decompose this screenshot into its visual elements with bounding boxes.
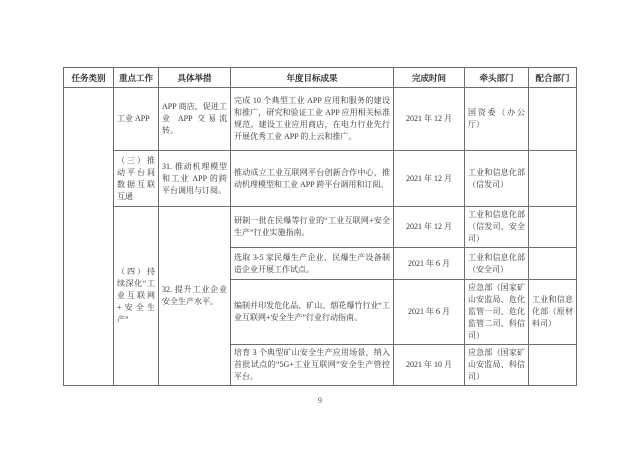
cell-annual-target: 研制一批在民爆等行业的“工业互联网+安全生产”行业实施指南。 — [231, 207, 394, 248]
cell-lead-department: 应急部（国家矿山安监局、科信司） — [465, 345, 529, 386]
cell-key-work: 工业 APP — [114, 88, 159, 151]
column-header-annual-target: 年度目标成果 — [231, 68, 394, 88]
cell-annual-target: 推动成立工业互联网平台创新合作中心，推动机理模型和工业 APP 跨平台调用和订阅。 — [231, 151, 394, 207]
cell-support-department — [529, 207, 577, 248]
column-header-key-work: 重点工作 — [114, 68, 159, 88]
cell-measure: APP 商店，促进工业 APP 交易流转。 — [159, 88, 231, 151]
cell-deadline: 2021 年 10 月 — [394, 345, 465, 386]
page-number: 9 — [318, 396, 322, 405]
cell-annual-target: 编制并印发危化品、矿山、烟花爆竹行业“工业互联网+安全生产”行业行动指南。 — [231, 280, 394, 345]
cell-support-department — [529, 345, 577, 386]
table-header-row — [64, 68, 577, 88]
column-header-lead-department: 牵头部门 — [465, 68, 529, 88]
cell-lead-department: 工业和信息化部（信发司） — [465, 151, 529, 207]
cell-task-category — [64, 88, 114, 386]
cell-deadline: 2021 年 12 月 — [394, 151, 465, 207]
cell-deadline: 2021 年 12 月 — [394, 88, 465, 151]
cell-support-department — [529, 88, 577, 151]
cell-deadline: 2021 年 12 月 — [394, 207, 465, 248]
table-row — [64, 151, 577, 207]
cell-lead-department: 工业和信息化部（信发司、安全司） — [465, 207, 529, 248]
cell-lead-department: 国资委（办公厅） — [465, 88, 529, 151]
cell-key-work: （三）推动平台间数据互联互通 — [114, 151, 159, 207]
cell-annual-target: 选取 3-5 家民爆生产企业、民爆生产设备制造企业开展工作试点。 — [231, 248, 394, 280]
cell-measure: 31. 推动机理模型和工业 APP 的跨平台调用与订阅。 — [159, 151, 231, 207]
table-row — [64, 88, 577, 151]
column-header-measure: 具体举措 — [159, 68, 231, 88]
column-header-task-category: 任务类别 — [64, 68, 114, 88]
cell-lead-department: 应急部（国家矿山安监局、危化监管一司、危化监管二司、科信司） — [465, 280, 529, 345]
cell-annual-target: 完成 10 个典型工业 APP 应用和服务的建设和推广，研究和验证工业 APP 应用相关标准规范。建设工业应用商店，在电力行业先行开展优秀工业 APP 的上云和推广。 — [231, 88, 394, 151]
table-row — [64, 207, 577, 248]
cell-support-department — [529, 151, 577, 207]
cell-key-work: （四）持续深化“工业互联网+安全生产” — [114, 207, 159, 386]
cell-measure: 32. 提升工业企业安全生产水平。 — [159, 207, 231, 386]
cell-deadline: 2021 年 6 月 — [394, 280, 465, 345]
column-header-support-department: 配合部门 — [529, 68, 577, 88]
cell-support-department — [529, 248, 577, 280]
cell-support-department: 工业和信息化部（原材料司） — [529, 280, 577, 345]
cell-lead-department: 工业和信息化部（安全司） — [465, 248, 529, 280]
action-plan-table — [63, 67, 577, 386]
cell-annual-target: 培育 3 个典型矿山安全生产应用场景，纳入首批试点的“5G+工业互联网”安全生产管控平台。 — [231, 345, 394, 386]
column-header-deadline: 完成时间 — [394, 68, 465, 88]
cell-deadline: 2021 年 6 月 — [394, 248, 465, 280]
